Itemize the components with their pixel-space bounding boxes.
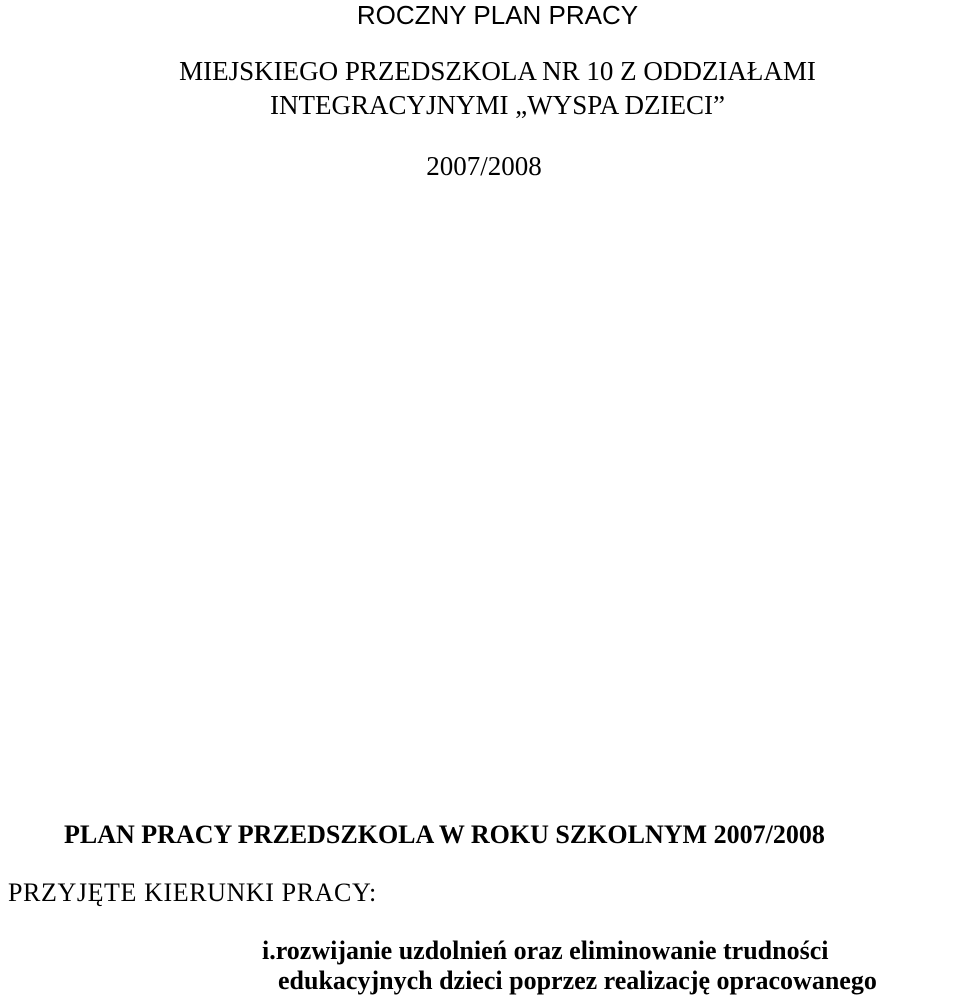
directions-heading: PRZYJĘTE KIERUNKI PRACY: — [8, 878, 377, 907]
school-year: 2007/2008 — [426, 151, 542, 181]
list-item-line1: i.rozwijanie uzdolnień oraz eliminowanie trudności — [262, 936, 829, 965]
plan-heading: PLAN PRACY PRZEDSZKOLA W ROKU SZKOLNYM 2007/2008 — [64, 820, 825, 849]
institution-name-line1: MIEJSKIEGO PRZEDSZKOLA NR 10 Z ODDZIAŁAMI — [179, 56, 816, 86]
list-item-line2: edukacyjnych dzieci poprzez realizację opracowanego — [278, 966, 877, 995]
document-title: ROCZNY PLAN PRACY — [356, 0, 639, 30]
institution-name-line2: INTEGRACYJNYMI „WYSPA DZIECI” — [270, 90, 725, 120]
